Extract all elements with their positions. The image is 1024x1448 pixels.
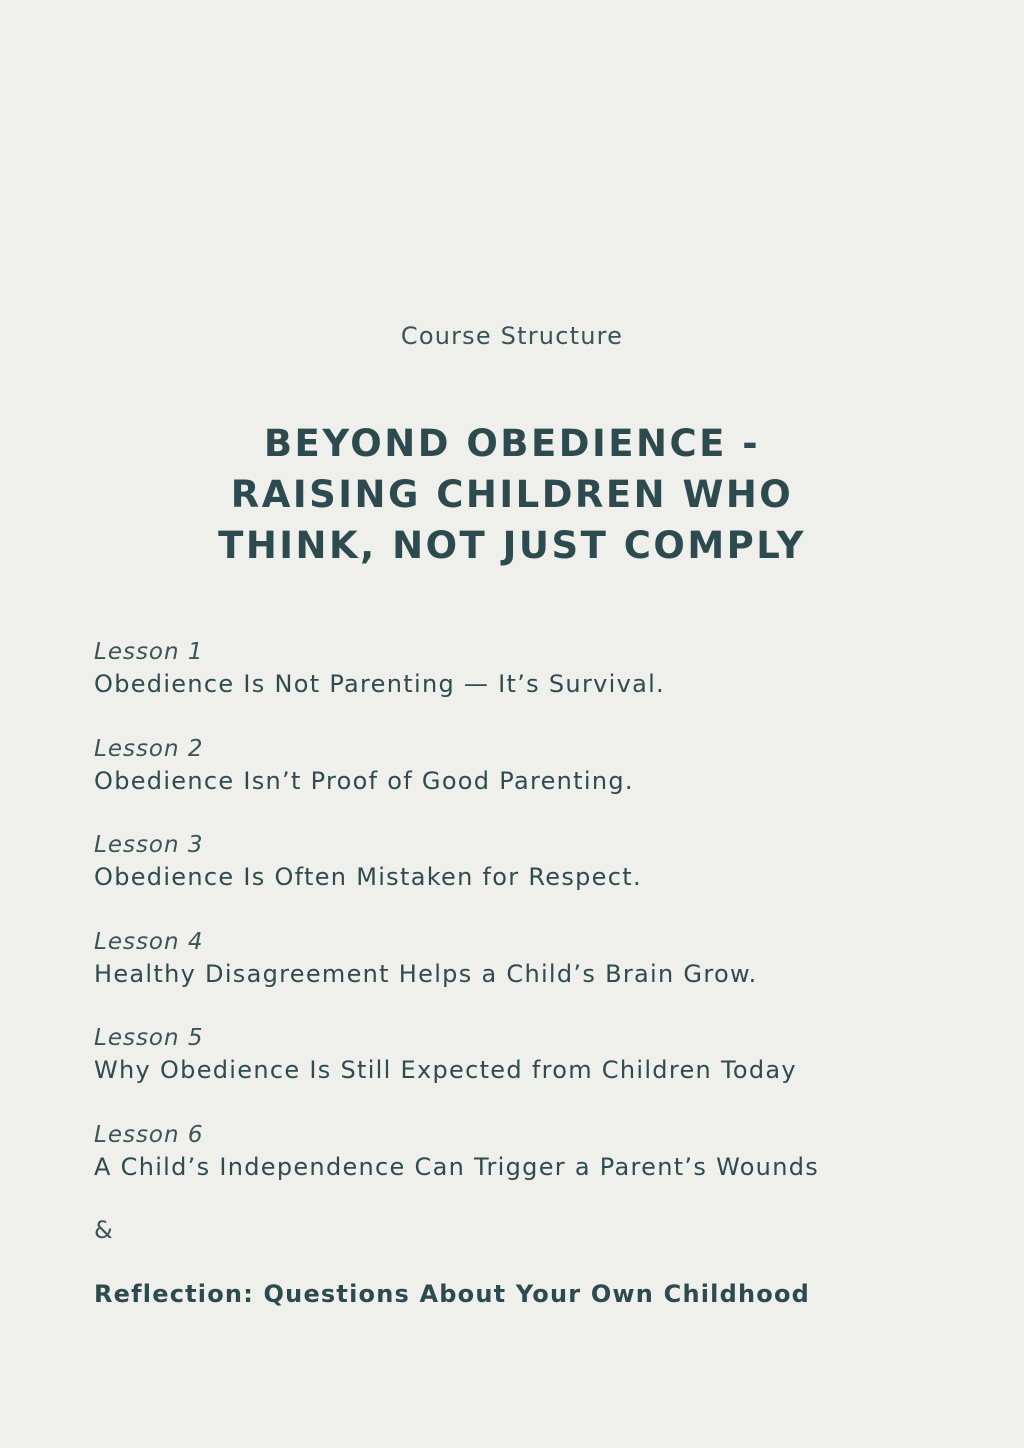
lesson-item-6	[94, 1119, 974, 1216]
lesson-item-3	[94, 829, 974, 926]
lesson-title: Obedience Is Not Parenting — It’s Survival.	[94, 670, 665, 698]
lesson-item-4	[94, 926, 974, 1023]
lesson-title: Obedience Is Often Mistaken for Respect.	[94, 863, 642, 892]
course-title-line-3: THINK, NOT JUST COMPLY	[218, 524, 806, 567]
lesson-label: Lesson 5	[94, 1025, 204, 1052]
lesson-label: Lesson 2	[94, 735, 204, 762]
course-title	[150, 418, 874, 571]
lesson-list	[94, 636, 974, 1216]
course-title-line-2: RAISING CHILDREN WHO	[230, 473, 794, 516]
ampersand-separator: &	[94, 1216, 113, 1244]
lesson-title: Healthy Disagreement Helps a Child’s Brain Grow.	[94, 959, 758, 988]
lesson-item-2	[94, 733, 974, 830]
lesson-label: Lesson 1	[94, 639, 204, 665]
lesson-label: Lesson 4	[94, 928, 204, 955]
lesson-item-5	[94, 1022, 974, 1119]
reflection-heading: Reflection: Questions About Your Own Childhood	[94, 1280, 811, 1308]
section-eyebrow: Course Structure	[400, 322, 624, 350]
lesson-label: Lesson 3	[94, 832, 204, 859]
lesson-item-1	[94, 636, 974, 733]
lesson-title: Why Obedience Is Still Expected from Children Today	[94, 1056, 797, 1085]
course-title-line-1: BEYOND OBEDIENCE -	[263, 422, 761, 465]
lesson-title: Obedience Isn’t Proof of Good Parenting.	[94, 766, 634, 795]
lesson-title: A Child’s Independence Can Trigger a Parent’s Wounds	[94, 1152, 820, 1181]
lesson-label: Lesson 6	[94, 1121, 204, 1148]
